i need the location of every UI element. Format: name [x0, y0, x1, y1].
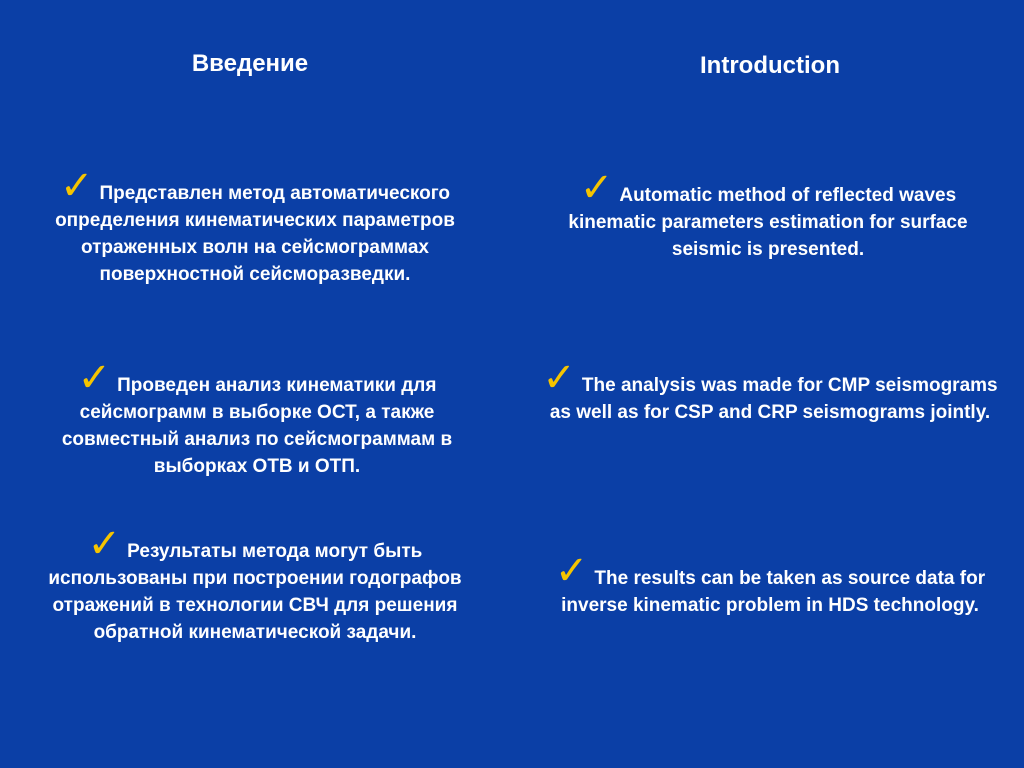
- bullet-ru-results: ✓ Результаты метода могут быть использованы при построении годографов отражений в технологии СВЧ для решения обратной кинематической задачи.: [48, 521, 462, 643]
- bullet-text: Представлен метод автоматического определения кинематических параметров отраженных волн на сейсмограммах поверхностной сейсморазведки.: [55, 183, 455, 285]
- bullet-ru-method: ✓ Представлен метод автоматического определения кинематических параметров отраженных волн на сейсмограммах поверхностной сейсморазведки.: [55, 163, 455, 285]
- bullet-en-results: ✓ The results can be taken as source data for inverse kinematic problem in HDS technology.: [554, 548, 986, 616]
- bullet-text: The analysis was made for CMP seismograms as well as for CSP and CRP seismograms jointly.: [549, 375, 998, 423]
- bullet-text: Automatic method of reflected waves kinematic parameters estimation for surface seismic is presented.: [568, 185, 968, 260]
- title-english: Introduction: [700, 52, 840, 79]
- bullet-ru-analysis: ✓ Проведен анализ кинематики для сейсмограмм в выборке ОСТ, а также совместный анализ по сейсмограммам в выборках ОТВ и ОТП.: [61, 355, 453, 477]
- bullet-en-method: ✓ Automatic method of reflected waves kinematic parameters estimation for surface seismic is presented.: [568, 165, 968, 260]
- bullet-en-analysis: ✓ The analysis was made for CMP seismograms as well as for CSP and CRP seismograms jointly.: [542, 355, 998, 423]
- bullet-text: Результаты метода могут быть использованы при построении годографов отражений в технологии СВЧ для решения обратной кинематической задачи.: [48, 541, 462, 643]
- bullet-text: Проведен анализ кинематики для сейсмограмм в выборке ОСТ, а также совместный анализ по сейсмограммам в выборках ОТВ и ОТП.: [61, 375, 453, 477]
- title-russian: Введение: [191, 50, 309, 77]
- bullet-text: The results can be taken as source data for inverse kinematic problem in HDS technology.: [561, 568, 986, 616]
